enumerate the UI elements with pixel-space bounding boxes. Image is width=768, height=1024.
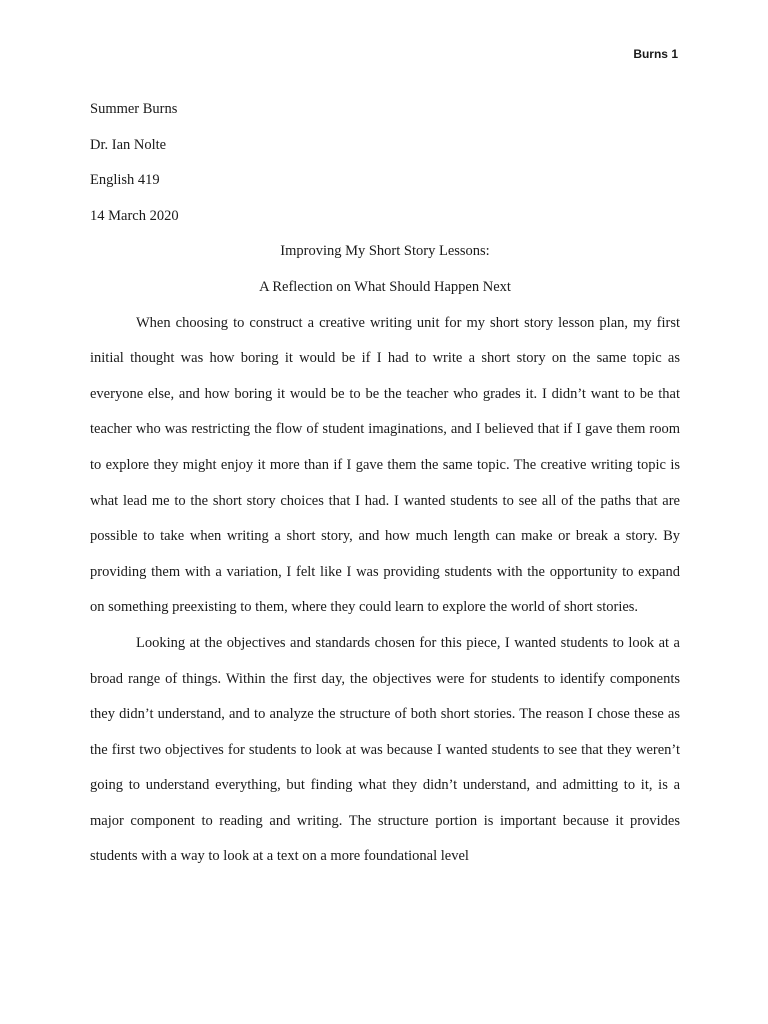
paragraph-2: Looking at the objectives and standards chosen for this piece, I wanted students to look at a broad range of things. Within the first day, the objectives were for students to identify components they didn’t understand, and to analyze the structure of both short stories. The reason I chose these as the first two objectives for students to look at was because I wanted students to see that they weren’t going to understand everything, but finding what they didn’t understand, and admitting to it, is a major component to reading and writing. The structure portion is important because it provides students with a way to look at a text on a more foundational level [90,634,680,865]
page-header-label: Burns 1 [633,47,678,61]
course-name: English 419 [90,172,160,189]
essay-title-line-2: A Reflection on What Should Happen Next [259,278,511,295]
instructor-name: Dr. Ian Nolte [90,136,167,153]
student-name: Summer Burns [90,101,178,117]
essay-body [90,92,680,875]
essay-title-line-1: Improving My Short Story Lessons: [280,243,490,260]
essay-date: 14 March 2020 [90,207,179,224]
paragraph-1: When choosing to construct a creative writing unit for my short story lesson plan, my first initial thought was how boring it would be if I had to write a short story on the same topic as everyone else, and how boring it would be to be the teacher who grades it. I didn’t want to be that teacher who was restricting the flow of student imaginations, and I believed that if I gave them room to explore they might enjoy it more than if I gave them the same topic. The creative writing topic is what lead me to the short story choices that I had. I wanted students to see all of the paths that are possible to take when writing a short story, and how much length can make or break a story. By providing them with a variation, I felt like I was providing students with the opportunity to expand on something preexisting to them, where they could learn to explore the world of short stories. [90,314,680,616]
